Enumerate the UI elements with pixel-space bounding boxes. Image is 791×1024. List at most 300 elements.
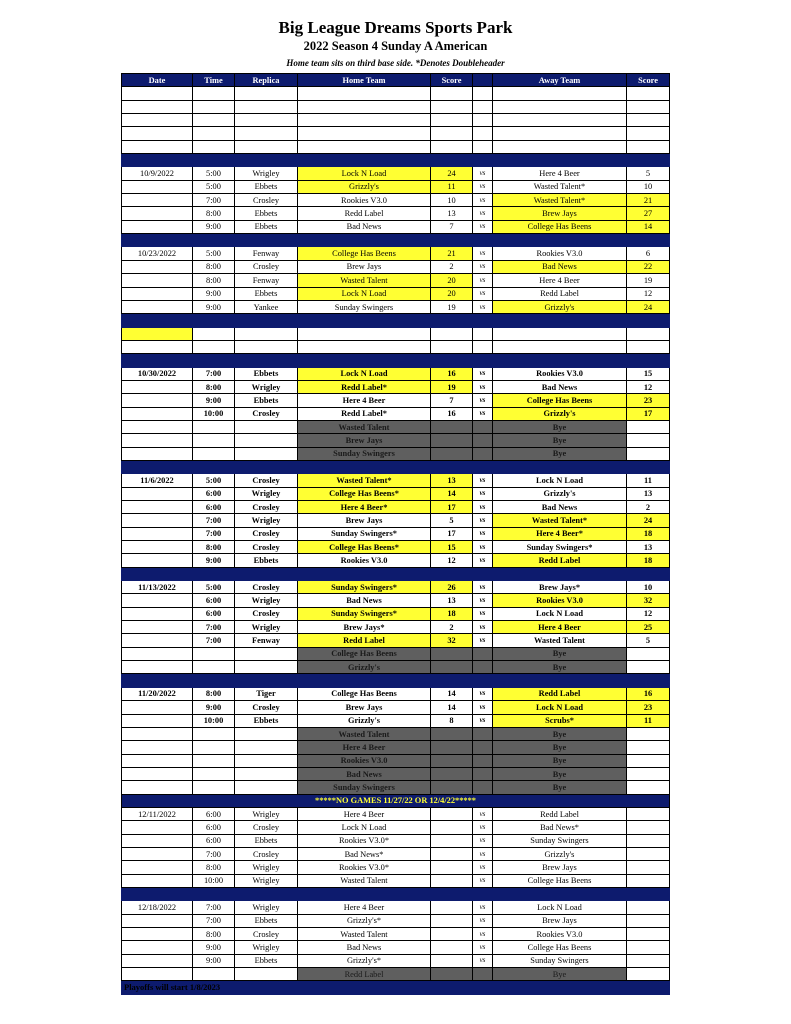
replica-cell: Crosley: [235, 847, 298, 860]
game-row: [122, 701, 670, 714]
game-row: [122, 554, 670, 567]
away-team-cell: Bye: [493, 767, 627, 780]
away-team-cell: Bye: [493, 727, 627, 740]
col-header-time: Time: [193, 74, 235, 87]
home-score-cell: [431, 861, 473, 874]
replica-cell: Crosley: [235, 821, 298, 834]
time-cell: 8:00: [193, 274, 235, 287]
away-team-cell: Grizzly's: [493, 300, 627, 313]
home-team-cell: College Has Beens: [298, 247, 431, 260]
bye-row: [122, 727, 670, 740]
date-cell: [122, 501, 193, 514]
replica-cell: Crosley: [235, 527, 298, 540]
vs-cell: vs: [473, 180, 493, 193]
away-team-cell: Bad News: [493, 501, 627, 514]
no-games-banner-row: [122, 794, 670, 807]
home-score-cell: 10: [431, 194, 473, 207]
home-score-cell: 14: [431, 701, 473, 714]
time-cell: 8:00: [193, 861, 235, 874]
vs-cell: vs: [473, 220, 493, 233]
home-team-cell: Sunday Swingers*: [298, 527, 431, 540]
home-team-cell: Sunday Swingers: [298, 447, 431, 460]
away-score-cell: 27: [627, 207, 670, 220]
replica-cell: Crosley: [235, 928, 298, 941]
col-header-home-team: Home Team: [298, 74, 431, 87]
time-cell: [193, 87, 235, 100]
home-team-cell: Here 4 Beer*: [298, 501, 431, 514]
bye-row: [122, 767, 670, 780]
game-row: [122, 340, 670, 353]
vs-cell: vs: [473, 807, 493, 820]
home-score-cell: [431, 327, 473, 340]
date-cell: [122, 741, 193, 754]
date-cell: [122, 821, 193, 834]
away-score-cell: 24: [627, 514, 670, 527]
date-cell: [122, 701, 193, 714]
replica-cell: Crosley: [235, 581, 298, 594]
vs-cell: vs: [473, 861, 493, 874]
vs-cell: vs: [473, 821, 493, 834]
home-score-cell: [431, 340, 473, 353]
home-score-cell: [431, 847, 473, 860]
away-team-cell: Grizzly's: [493, 847, 627, 860]
home-score-cell: 15: [431, 541, 473, 554]
away-team-cell: Bye: [493, 647, 627, 660]
time-cell: 9:00: [193, 220, 235, 233]
replica-cell: Ebbets: [235, 834, 298, 847]
bye-row: [122, 781, 670, 794]
game-row: [122, 914, 670, 927]
away-team-cell: [493, 340, 627, 353]
vs-cell: [473, 87, 493, 100]
replica-cell: Crosley: [235, 701, 298, 714]
game-row: [122, 874, 670, 887]
replica-cell: [235, 968, 298, 981]
time-cell: 6:00: [193, 487, 235, 500]
home-score-cell: [431, 781, 473, 794]
away-score-cell: 25: [627, 621, 670, 634]
date-cell: [122, 100, 193, 113]
home-team-cell: Grizzly's*: [298, 954, 431, 967]
vs-cell: [473, 661, 493, 674]
date-cell: [122, 607, 193, 620]
away-team-cell: Lock N Load: [493, 701, 627, 714]
vs-cell: vs: [473, 701, 493, 714]
bye-row: [122, 447, 670, 460]
separator-bar: [122, 154, 670, 167]
home-team-cell: Bad News: [298, 594, 431, 607]
date-cell: 11/13/2022: [122, 581, 193, 594]
away-score-cell: [627, 968, 670, 981]
replica-cell: Wrigley: [235, 807, 298, 820]
away-score-cell: [627, 754, 670, 767]
time-cell: 6:00: [193, 594, 235, 607]
time-cell: [193, 968, 235, 981]
date-cell: [122, 407, 193, 420]
time-cell: [193, 140, 235, 153]
home-score-cell: [431, 127, 473, 140]
away-score-cell: 12: [627, 287, 670, 300]
vs-cell: vs: [473, 300, 493, 313]
home-score-cell: [431, 767, 473, 780]
game-row: [122, 167, 670, 180]
time-cell: 8:00: [193, 541, 235, 554]
time-cell: 5:00: [193, 180, 235, 193]
away-score-cell: [627, 807, 670, 820]
home-team-cell: Rookies V3.0: [298, 754, 431, 767]
time-cell: 9:00: [193, 394, 235, 407]
date-cell: [122, 541, 193, 554]
away-team-cell: Bad News: [493, 380, 627, 393]
home-score-cell: 11: [431, 180, 473, 193]
vs-cell: [473, 741, 493, 754]
home-score-cell: [431, 100, 473, 113]
date-cell: [122, 847, 193, 860]
away-team-cell: Bye: [493, 781, 627, 794]
game-row: [122, 594, 670, 607]
vs-cell: [473, 968, 493, 981]
home-team-cell: Redd Label*: [298, 407, 431, 420]
separator-bar: [122, 567, 670, 580]
time-cell: 6:00: [193, 607, 235, 620]
vs-cell: vs: [473, 594, 493, 607]
away-score-cell: 13: [627, 541, 670, 554]
away-score-cell: [627, 821, 670, 834]
replica-cell: Crosley: [235, 260, 298, 273]
away-team-cell: [493, 127, 627, 140]
replica-cell: [235, 661, 298, 674]
time-cell: [193, 727, 235, 740]
bye-row: [122, 647, 670, 660]
time-cell: [193, 127, 235, 140]
date-cell: [122, 727, 193, 740]
home-score-cell: 2: [431, 260, 473, 273]
vs-cell: vs: [473, 714, 493, 727]
away-score-cell: [627, 114, 670, 127]
date-cell: [122, 527, 193, 540]
replica-cell: Wrigley: [235, 594, 298, 607]
bye-row: [122, 434, 670, 447]
home-team-cell: Wasted Talent: [298, 928, 431, 941]
away-team-cell: Here 4 Beer: [493, 167, 627, 180]
vs-cell: vs: [473, 901, 493, 914]
home-score-cell: [431, 420, 473, 433]
time-cell: 6:00: [193, 821, 235, 834]
game-row: [122, 140, 670, 153]
away-score-cell: 17: [627, 407, 670, 420]
vs-cell: vs: [473, 874, 493, 887]
home-score-cell: [431, 968, 473, 981]
away-score-cell: [627, 741, 670, 754]
home-team-cell: Here 4 Beer: [298, 901, 431, 914]
home-score-cell: 8: [431, 714, 473, 727]
vs-cell: vs: [473, 407, 493, 420]
date-cell: [122, 420, 193, 433]
time-cell: [193, 420, 235, 433]
separator-row: [122, 674, 670, 687]
game-row: [122, 100, 670, 113]
home-team-cell: [298, 87, 431, 100]
away-score-cell: 12: [627, 607, 670, 620]
replica-cell: Crosley: [235, 501, 298, 514]
date-cell: [122, 194, 193, 207]
game-row: [122, 220, 670, 233]
date-cell: [122, 394, 193, 407]
replica-cell: Yankee: [235, 300, 298, 313]
vs-cell: vs: [473, 687, 493, 700]
date-cell: [122, 380, 193, 393]
date-cell: [122, 954, 193, 967]
date-cell: [122, 914, 193, 927]
time-cell: 8:00: [193, 380, 235, 393]
home-team-cell: Sunday Swingers*: [298, 607, 431, 620]
time-cell: 5:00: [193, 167, 235, 180]
away-team-cell: College Has Beens: [493, 220, 627, 233]
away-score-cell: 23: [627, 701, 670, 714]
date-cell: [122, 287, 193, 300]
game-row: [122, 287, 670, 300]
away-score-cell: [627, 781, 670, 794]
away-team-cell: Redd Label: [493, 554, 627, 567]
home-score-cell: [431, 434, 473, 447]
vs-cell: vs: [473, 207, 493, 220]
time-cell: [193, 114, 235, 127]
home-score-cell: 32: [431, 634, 473, 647]
bye-row: [122, 420, 670, 433]
game-row: [122, 207, 670, 220]
time-cell: 7:00: [193, 914, 235, 927]
time-cell: 7:00: [193, 634, 235, 647]
vs-cell: vs: [473, 607, 493, 620]
vs-cell: vs: [473, 167, 493, 180]
home-team-cell: College Has Beens: [298, 647, 431, 660]
time-cell: 10:00: [193, 874, 235, 887]
away-score-cell: 14: [627, 220, 670, 233]
away-score-cell: 11: [627, 474, 670, 487]
away-team-cell: Brew Jays: [493, 207, 627, 220]
date-cell: 12/18/2022: [122, 901, 193, 914]
replica-cell: Ebbets: [235, 714, 298, 727]
away-score-cell: [627, 127, 670, 140]
separator-bar: [122, 354, 670, 367]
home-team-cell: Wasted Talent: [298, 420, 431, 433]
away-team-cell: Rookies V3.0: [493, 928, 627, 941]
replica-cell: Ebbets: [235, 207, 298, 220]
home-team-cell: Here 4 Beer: [298, 741, 431, 754]
vs-cell: [473, 434, 493, 447]
home-team-cell: [298, 340, 431, 353]
vs-cell: vs: [473, 367, 493, 380]
game-row: [122, 380, 670, 393]
home-team-cell: Redd Label*: [298, 380, 431, 393]
vs-cell: vs: [473, 514, 493, 527]
game-row: [122, 541, 670, 554]
game-row: [122, 847, 670, 860]
vs-cell: vs: [473, 954, 493, 967]
away-team-cell: Sunday Swingers*: [493, 541, 627, 554]
time-cell: 7:00: [193, 514, 235, 527]
home-team-cell: Wasted Talent: [298, 274, 431, 287]
vs-cell: [473, 754, 493, 767]
replica-cell: [235, 727, 298, 740]
away-team-cell: Bye: [493, 661, 627, 674]
home-score-cell: 16: [431, 407, 473, 420]
home-team-cell: Brew Jays: [298, 434, 431, 447]
time-cell: 5:00: [193, 247, 235, 260]
replica-cell: Ebbets: [235, 287, 298, 300]
date-cell: [122, 928, 193, 941]
col-header-home-score: Score: [431, 74, 473, 87]
home-team-cell: Redd Label: [298, 634, 431, 647]
replica-cell: Wrigley: [235, 621, 298, 634]
home-score-cell: [431, 647, 473, 660]
home-team-cell: Here 4 Beer: [298, 394, 431, 407]
separator-bar: [122, 460, 670, 473]
col-header-away-team: Away Team: [493, 74, 627, 87]
home-team-cell: [298, 100, 431, 113]
away-team-cell: Lock N Load: [493, 607, 627, 620]
away-score-cell: 19: [627, 274, 670, 287]
game-row: [122, 300, 670, 313]
time-cell: 6:00: [193, 834, 235, 847]
replica-cell: Fenway: [235, 634, 298, 647]
away-score-cell: [627, 327, 670, 340]
home-team-cell: Rookies V3.0: [298, 194, 431, 207]
home-score-cell: [431, 821, 473, 834]
home-team-cell: Redd Label: [298, 968, 431, 981]
away-team-cell: Bye: [493, 741, 627, 754]
home-team-cell: Redd Label: [298, 207, 431, 220]
vs-cell: vs: [473, 581, 493, 594]
col-header-vs: [473, 74, 493, 87]
away-team-cell: Wasted Talent*: [493, 194, 627, 207]
vs-cell: vs: [473, 501, 493, 514]
date-cell: 12/11/2022: [122, 807, 193, 820]
date-cell: [122, 621, 193, 634]
away-score-cell: 32: [627, 594, 670, 607]
replica-cell: Wrigley: [235, 861, 298, 874]
away-team-cell: Sunday Swingers: [493, 834, 627, 847]
away-score-cell: 10: [627, 180, 670, 193]
schedule-note: Home team sits on third base side. *Denotes Doubleheader: [286, 58, 505, 68]
time-cell: 7:00: [193, 194, 235, 207]
game-row: [122, 367, 670, 380]
home-team-cell: Bad News: [298, 941, 431, 954]
vs-cell: vs: [473, 634, 493, 647]
replica-cell: [235, 647, 298, 660]
replica-cell: [235, 100, 298, 113]
time-cell: 9:00: [193, 954, 235, 967]
bye-row: [122, 741, 670, 754]
vs-cell: [473, 767, 493, 780]
time-cell: [193, 741, 235, 754]
date-cell: [122, 207, 193, 220]
replica-cell: Ebbets: [235, 180, 298, 193]
home-score-cell: 12: [431, 554, 473, 567]
time-cell: 7:00: [193, 847, 235, 860]
vs-cell: vs: [473, 527, 493, 540]
separator-bar: [122, 887, 670, 900]
vs-cell: [473, 447, 493, 460]
replica-cell: Wrigley: [235, 514, 298, 527]
vs-cell: vs: [473, 287, 493, 300]
game-row: [122, 394, 670, 407]
away-score-cell: 16: [627, 687, 670, 700]
away-score-cell: [627, 727, 670, 740]
date-cell: [122, 114, 193, 127]
home-team-cell: Wasted Talent*: [298, 474, 431, 487]
time-cell: [193, 327, 235, 340]
game-row: [122, 501, 670, 514]
away-team-cell: Rookies V3.0: [493, 367, 627, 380]
game-row: [122, 941, 670, 954]
home-score-cell: 13: [431, 474, 473, 487]
time-cell: 8:00: [193, 207, 235, 220]
away-team-cell: Bye: [493, 447, 627, 460]
replica-cell: Ebbets: [235, 394, 298, 407]
home-score-cell: 14: [431, 687, 473, 700]
date-cell: 11/20/2022: [122, 687, 193, 700]
away-score-cell: 5: [627, 167, 670, 180]
time-cell: 5:00: [193, 581, 235, 594]
away-score-cell: [627, 647, 670, 660]
home-team-cell: Rookies V3.0*: [298, 861, 431, 874]
time-cell: [193, 447, 235, 460]
home-score-cell: [431, 140, 473, 153]
away-score-cell: 15: [627, 367, 670, 380]
vs-cell: vs: [473, 554, 493, 567]
home-team-cell: Here 4 Beer: [298, 807, 431, 820]
away-team-cell: [493, 114, 627, 127]
time-cell: 5:00: [193, 474, 235, 487]
away-team-cell: Bad News: [493, 260, 627, 273]
time-cell: 9:00: [193, 554, 235, 567]
away-score-cell: 11: [627, 714, 670, 727]
away-score-cell: 18: [627, 527, 670, 540]
date-cell: [122, 941, 193, 954]
vs-cell: vs: [473, 274, 493, 287]
home-team-cell: Brew Jays*: [298, 621, 431, 634]
game-row: [122, 607, 670, 620]
home-score-cell: [431, 941, 473, 954]
away-team-cell: Redd Label: [493, 807, 627, 820]
vs-cell: vs: [473, 541, 493, 554]
home-score-cell: [431, 447, 473, 460]
replica-cell: Ebbets: [235, 220, 298, 233]
replica-cell: Fenway: [235, 247, 298, 260]
home-team-cell: College Has Beens*: [298, 541, 431, 554]
home-team-cell: Grizzly's*: [298, 914, 431, 927]
vs-cell: vs: [473, 260, 493, 273]
home-score-cell: 24: [431, 167, 473, 180]
vs-cell: [473, 100, 493, 113]
replica-cell: [235, 781, 298, 794]
away-team-cell: Brew Jays*: [493, 581, 627, 594]
replica-cell: [235, 754, 298, 767]
away-score-cell: [627, 100, 670, 113]
away-team-cell: Redd Label: [493, 687, 627, 700]
home-team-cell: Sunday Swingers: [298, 781, 431, 794]
time-cell: 7:00: [193, 901, 235, 914]
separator-bar: [122, 314, 670, 327]
away-score-cell: [627, 434, 670, 447]
date-cell: [122, 180, 193, 193]
vs-cell: vs: [473, 394, 493, 407]
vs-cell: vs: [473, 380, 493, 393]
home-score-cell: [431, 874, 473, 887]
date-cell: [122, 594, 193, 607]
away-team-cell: Rookies V3.0: [493, 594, 627, 607]
